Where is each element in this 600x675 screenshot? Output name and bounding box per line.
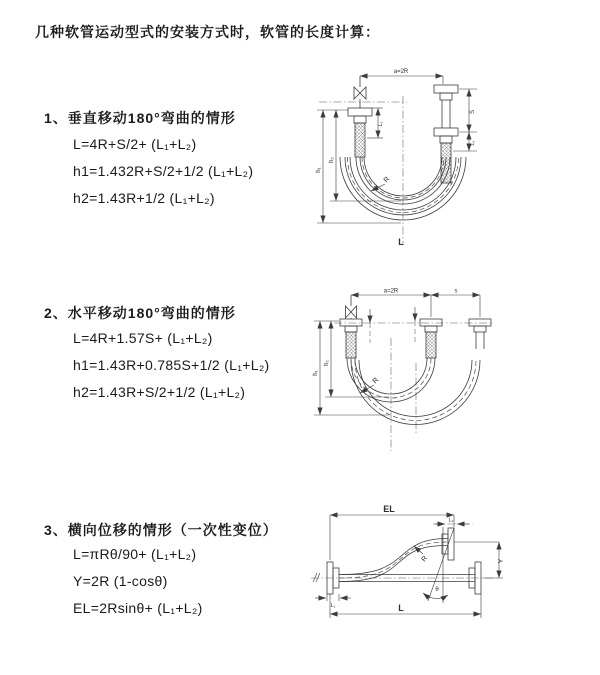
dim-label-s: s [454, 288, 458, 295]
formula-line: h1=1.432R+S/2+1/2 (L₁+L₂) [73, 163, 254, 179]
dimension-y [483, 542, 505, 578]
u-hose-initial-position [347, 358, 435, 402]
formula-line: EL=2Rsinθ+ (L₁+L₂) [73, 600, 203, 616]
dim-label-l2: L₂ [448, 517, 454, 524]
radius-callout [360, 377, 380, 393]
dim-label-el: EL [383, 504, 395, 514]
dim-label-h2: h₂ [329, 157, 335, 163]
dimension-l1 [315, 594, 351, 609]
right-flange-assembly [469, 319, 491, 349]
section-1-formulas [73, 136, 253, 206]
formula-line: h2=1.43R+1/2 (L₁+L₂) [73, 190, 215, 206]
dimension-l1 [367, 108, 384, 138]
dim-label-r: R [371, 376, 381, 386]
dim-label-s: S [470, 109, 476, 115]
left-flange-assembly [340, 319, 362, 358]
left-flange-assembly [348, 108, 372, 157]
break-mark [313, 573, 320, 582]
dim-label-l: L [398, 603, 404, 613]
formula-line: Y=2R (1-cosθ) [73, 573, 168, 589]
dim-label-r: R [382, 175, 392, 185]
dimension-a2r [351, 289, 431, 318]
valve-symbol-icon [354, 76, 366, 108]
s-curve-hose [339, 539, 448, 582]
dimension-l [330, 594, 481, 618]
dimension-el [330, 504, 454, 560]
diagram-lateral-displacement [297, 500, 600, 648]
dim-label-l: L [398, 237, 404, 247]
formula-line: L=πRθ/90+ (L₁+L₂) [73, 546, 197, 562]
dim-label-a2r: a=2R [383, 288, 399, 295]
dim-label-h1: h₁ [316, 167, 322, 173]
dim-label-h2: h₂ [324, 360, 330, 366]
diagram-horizontal-180-bend [306, 283, 586, 463]
diagram-vertical-180-bend [303, 60, 588, 258]
formula-line: L=4R+1.57S+ (L₁+L₂) [73, 330, 213, 346]
formula-line: h2=1.43R+S/2+1/2 (L₁+L₂) [73, 384, 246, 400]
straight-hose-position [311, 575, 493, 582]
braided-hose-section [346, 332, 356, 358]
section-2-heading: 2、水平移动180°弯曲的情形 [44, 305, 236, 321]
section-3-heading: 3、横向位移的情形（一次性变位） [44, 522, 278, 538]
page-title: 几种软管运动型式的安装方式时，软管的长度计算： [35, 24, 380, 40]
braided-hose-section [355, 123, 365, 157]
dimension-a2r [360, 69, 443, 84]
section-2-formulas [73, 330, 270, 400]
dim-label-l1: L₁ [378, 121, 384, 127]
dimension-l2 [433, 518, 473, 525]
valve-symbol-icon [346, 295, 357, 319]
braided-hose-section [426, 332, 436, 358]
dim-label-h1: h₁ [313, 370, 319, 376]
leader-arrows [370, 307, 415, 343]
dim-label-l1: L₁ [330, 603, 336, 609]
right-flange-assembly [434, 85, 458, 183]
formula-line: L=4R+S/2+ (L₁+L₂) [73, 136, 197, 152]
section-3-formulas [73, 546, 203, 616]
dim-label-r: R [420, 554, 430, 564]
dim-label-a2r: a=2R [393, 69, 409, 75]
dim-label-y: Y [498, 558, 505, 564]
dimension-s [431, 289, 480, 318]
middle-flange-assembly [420, 319, 442, 358]
angle-theta [420, 527, 454, 603]
formula-line: h1=1.43R+0.785S+1/2 (L₁+L₂) [73, 357, 270, 373]
dimension-l2 [469, 132, 476, 151]
dim-label-l2: L₂ [470, 140, 476, 146]
section-1-heading: 1、垂直移动180°弯曲的情形 [44, 110, 236, 126]
dim-label-theta: θ [435, 587, 439, 593]
